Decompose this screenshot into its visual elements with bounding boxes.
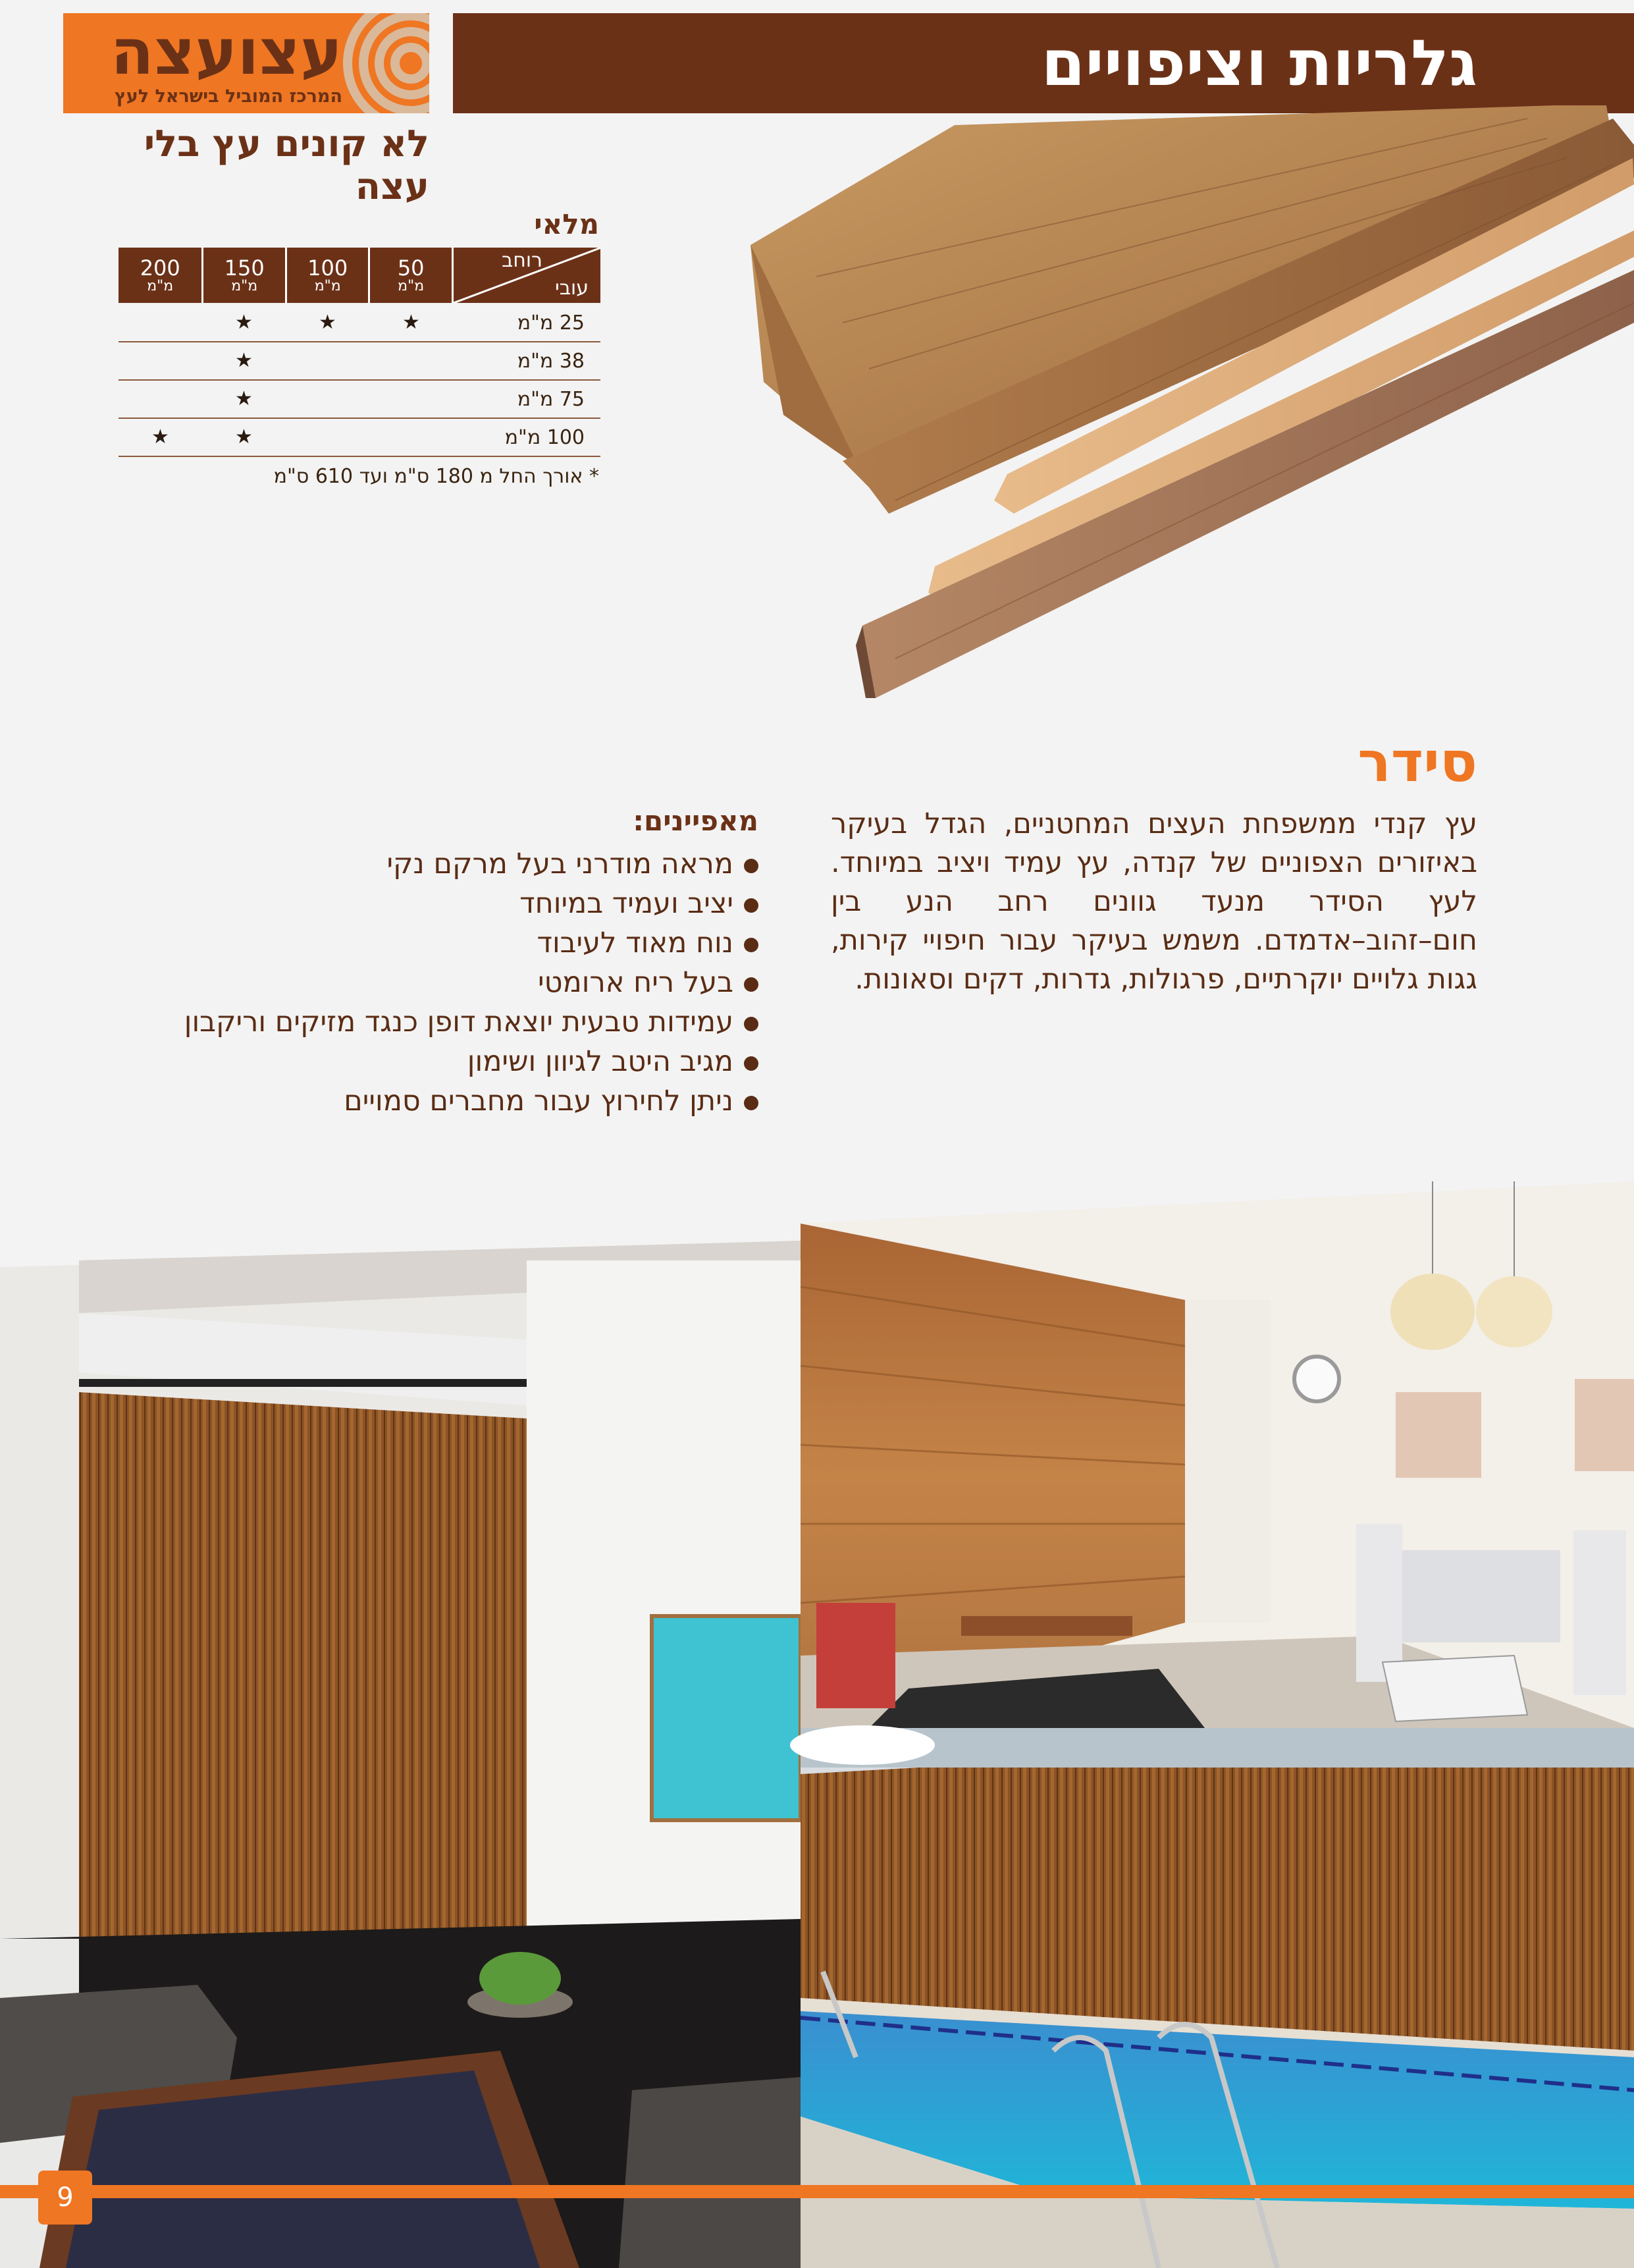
bullet-icon xyxy=(744,977,758,992)
table-header xyxy=(119,248,600,303)
bullet-icon xyxy=(744,1056,758,1071)
list-item: נוח מאוד לעיבוד xyxy=(184,923,758,963)
page-number: 9 xyxy=(38,2171,92,2225)
list-item: מגיב היטב לגיוון ושימון xyxy=(184,1042,758,1081)
table-cell xyxy=(369,342,453,379)
bullet-icon xyxy=(744,1096,758,1110)
table-cell: ★ xyxy=(402,311,420,334)
diagonal-divider xyxy=(454,248,601,303)
logo-tagline: המרכז המוביל בישראל לעץ xyxy=(114,86,342,107)
table-row xyxy=(119,419,600,457)
width-label: רוחב xyxy=(501,249,542,272)
table-cell xyxy=(119,381,202,418)
table-cell xyxy=(369,419,453,456)
row-label: 75 מ"מ xyxy=(517,388,585,411)
features-list xyxy=(184,844,758,1121)
tree-rings-icon xyxy=(338,13,429,113)
bullet-icon xyxy=(744,1017,758,1031)
table-cell xyxy=(369,381,453,418)
list-item: בעל ריח ארומטי xyxy=(184,963,758,1002)
table-cell: ★ xyxy=(235,311,253,334)
table-cell: ★ xyxy=(235,425,253,448)
logo xyxy=(63,13,429,113)
bullet-icon xyxy=(744,859,758,873)
dining-photo xyxy=(801,1181,1634,1728)
column-header: 100 מ"מ xyxy=(285,248,368,303)
description-paragraph: עץ קנדי ממשפחת העצים המחטניים, הגדל בעיקר באיזורים הצפוניים של קנדה, עץ עמיד ויציב במיוחד. לעץ הסידר מנעד גוונים רחב הנע בין חום–זהוב–אדמדם. משמש בעיקר עבור חיפויי קירות, גגות גלויים יוקרתיים, פרגולות, גדרות, דקים וסאונות. xyxy=(831,807,1477,996)
table-row xyxy=(119,342,600,381)
column-header: 50 מ"מ xyxy=(368,248,451,303)
table-cell: ★ xyxy=(319,311,336,334)
slogan: לא קונים עץ בלי עצה xyxy=(144,122,429,208)
page-title: גלריות וציפויים xyxy=(1041,26,1477,100)
lobby-photo xyxy=(0,1241,801,2268)
features-title: מאפיינים: xyxy=(633,805,758,837)
row-label: 38 מ"מ xyxy=(517,350,585,373)
table-cell xyxy=(286,419,369,456)
table-cell xyxy=(286,342,369,379)
table-note: * אורך החל מ 180 ס"מ ועד 610 ס"מ xyxy=(273,465,599,488)
list-item: ניתן לחירוץ עבור מחברים סמויים xyxy=(184,1081,758,1121)
row-label: 25 מ"מ xyxy=(517,311,585,335)
table-cell xyxy=(119,342,202,379)
table-corner-header xyxy=(452,248,600,303)
table-cell xyxy=(286,381,369,418)
list-item: עמידות טבעית יוצאת דופן כנגד מזיקים וריקבון xyxy=(184,1002,758,1042)
column-header: 150 מ"מ xyxy=(201,248,284,303)
section-heading: סידר xyxy=(1357,730,1477,794)
table-cell: ★ xyxy=(235,387,253,410)
column-header: 200 מ"מ xyxy=(140,256,180,294)
table-row xyxy=(119,381,600,419)
table-cell: ★ xyxy=(151,425,169,448)
cedar-boards-image xyxy=(737,105,1634,751)
table-cell xyxy=(119,304,202,341)
thickness-label: עובי xyxy=(554,277,589,300)
list-item: מראה מודרני בעל מרקם נקי xyxy=(184,844,758,884)
bullet-icon xyxy=(744,898,758,913)
table-row xyxy=(119,304,600,342)
row-label: 100 מ"מ xyxy=(504,426,585,449)
footer-line xyxy=(0,2185,1634,2198)
table-cell: ★ xyxy=(235,349,253,372)
list-item: יציב ועמיד במיוחד xyxy=(184,884,758,923)
table-title: מלאי xyxy=(534,208,599,240)
interior-photos xyxy=(0,1181,1634,2268)
bullet-icon xyxy=(744,938,758,952)
logo-name: עצועצה xyxy=(110,15,342,89)
